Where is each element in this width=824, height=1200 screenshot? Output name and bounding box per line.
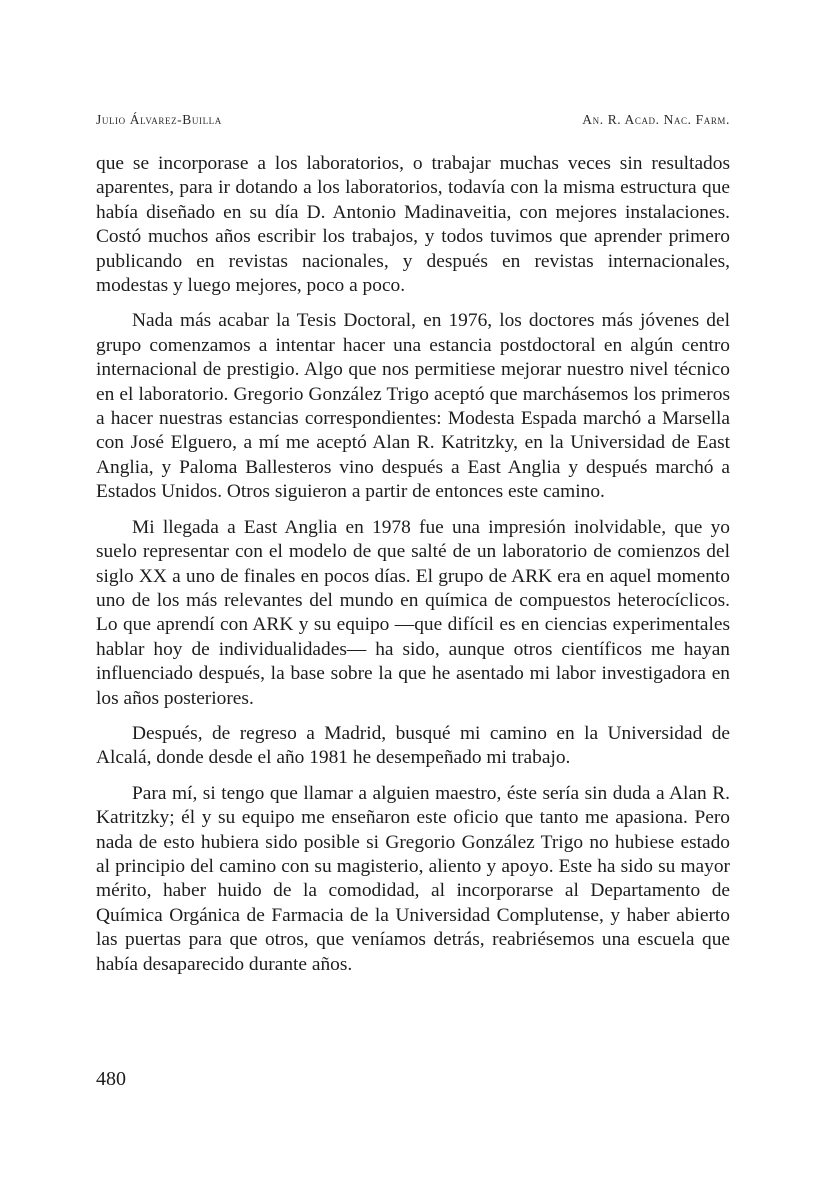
document-page [96,0,730,1200]
running-head [96,112,730,128]
paragraph: Nada más acabar la Tesis Doctoral, en 1976, los doctores más jóvenes del grupo comenzamos a intentar hacer una estancia postdoctoral en algún centro internacional de prestigio. Algo que nos permitiese mejorar nuestro nivel técnico en el laboratorio. Gregorio González Trigo aceptó que marchásemos los primeros a hacer nuestras estancias correspondientes: Modesta Espada marchó a Marsella con José Elguero, a mí me aceptó Alan R. Katritzky, en la Universidad de East Anglia, y Paloma Ballesteros vino después a East Anglia y después marchó a Estados Unidos. Otros siguieron a partir de entonces este camino. [96,310,730,503]
paragraph: Después, de regreso a Madrid, busqué mi camino en la Universidad de Alcalá, donde desde el año 1981 he desempeñado mi trabajo. [96,722,730,769]
paragraph: Para mí, si tengo que llamar a alguien maestro, éste sería sin duda a Alan R. Katritzky; él y su equipo me enseñaron este oficio que tanto me apasiona. Pero nada de esto hubiera sido posible si Gregorio González Trigo no hubiese estado al principio del camino con su magisterio, aliento y apoyo. Este ha sido su mayor mérito, haber huido de la comodidad, al incorporarse al Departamento de Química Orgánica de Farmacia de la Universidad Complutense, y haber abierto las puertas para que otros, que veníamos detrás, reabriésemos una escuela que había desaparecido durante años. [96,782,730,975]
running-head-author: Julio Álvarez-Builla [96,112,222,127]
page-number: 480 [96,1068,126,1090]
paragraph: que se incorporase a los laboratorios, o trabajar muchas veces sin resultados aparentes, para ir dotando a los laboratorios, todavía con la misma estructura que había diseñado en su día D. Antonio Madinaveitia, con mejores instalaciones. Costó muchos años escribir los trabajos, y todos tuvimos que aprender primero publicando en revistas nacionales, y después en revistas internacionales, modestas y luego mejores, poco a poco. [96,153,730,297]
paragraph: Mi llegada a East Anglia en 1978 fue una impresión inolvidable, que yo suelo representar con el modelo de que salté de un laboratorio de comienzos del siglo XX a uno de finales en pocos días. El grupo de ARK era en aquel momento uno de los más relevantes del mundo en química de compuestos heterocíclicos. Lo que aprendí con ARK y su equipo —que difícil es en ciencias experimentales hablar hoy de individualidades— ha sido, aunque otros científicos me hayan influenciado después, la base sobre la que he asentado mi labor investigadora en los años posteriores. [96,516,730,709]
running-head-journal: An. R. Acad. Nac. Farm. [582,112,730,127]
body-text [96,152,730,988]
